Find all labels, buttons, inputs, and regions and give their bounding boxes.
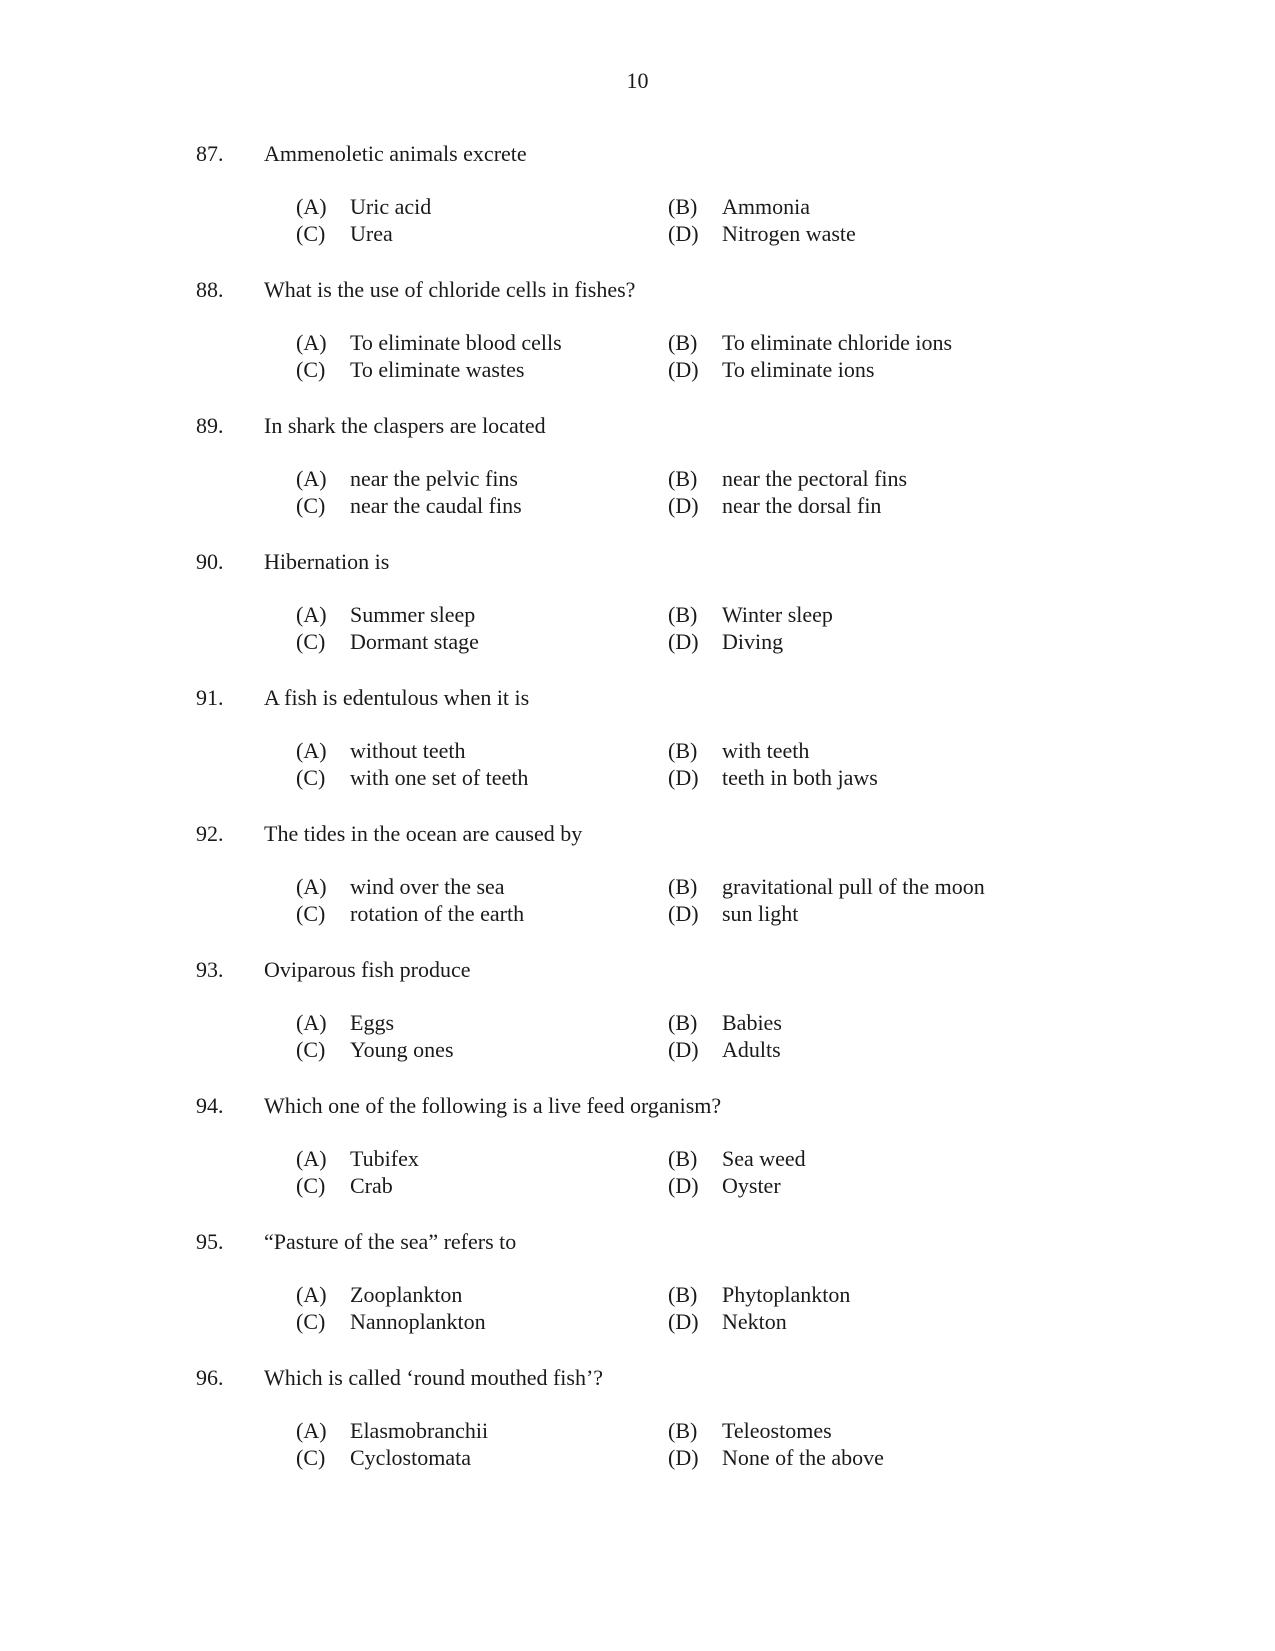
option-letter: (A) (296, 330, 327, 355)
option-letter: (D) (668, 221, 699, 246)
option-text: None of the above (722, 1445, 884, 1470)
option-text: near the pectoral fins (722, 466, 908, 491)
option-text: rotation of the earth (350, 901, 525, 926)
question-text: Which is called ‘round mouthed fish’? (264, 1365, 604, 1390)
option-text: with teeth (722, 738, 810, 763)
question-90 (0, 542, 1275, 678)
option-text: Elasmobranchii (350, 1418, 489, 1443)
option-letter: (C) (296, 221, 326, 246)
option-letter: (C) (296, 901, 326, 926)
option-letter: (A) (296, 738, 327, 763)
question-87 (0, 134, 1275, 270)
question-number: 89. (196, 413, 224, 438)
question-96 (0, 1358, 1275, 1494)
option-text: Sea weed (722, 1146, 806, 1171)
question-text: What is the use of chloride cells in fishes? (264, 277, 636, 302)
option-text: Nannoplankton (350, 1309, 486, 1334)
option-letter: (A) (296, 602, 327, 627)
question-88 (0, 270, 1275, 406)
option-letter: (A) (296, 194, 327, 219)
option-text: sun light (722, 901, 799, 926)
question-number: 96. (196, 1365, 224, 1390)
option-text: without teeth (350, 738, 466, 763)
option-text: To eliminate ions (722, 357, 875, 382)
option-text: near the dorsal fin (722, 493, 882, 518)
option-letter: (A) (296, 1010, 327, 1035)
option-letter: (C) (296, 1309, 326, 1334)
option-letter: (D) (668, 629, 699, 654)
question-text: Hibernation is (264, 549, 390, 574)
question-89 (0, 406, 1275, 542)
option-letter: (C) (296, 1173, 326, 1198)
option-text: gravitational pull of the moon (722, 874, 985, 899)
question-number: 90. (196, 549, 224, 574)
option-text: near the caudal fins (350, 493, 522, 518)
option-text: with one set of teeth (350, 765, 529, 790)
option-letter: (A) (296, 874, 327, 899)
question-91 (0, 678, 1275, 814)
question-94 (0, 1086, 1275, 1222)
option-text: Zooplankton (350, 1282, 463, 1307)
question-number: 95. (196, 1229, 224, 1254)
option-text: Adults (722, 1037, 781, 1062)
option-letter: (C) (296, 1037, 326, 1062)
option-text: Babies (722, 1010, 782, 1035)
option-letter: (B) (668, 330, 698, 355)
option-text: Oyster (722, 1173, 781, 1198)
option-letter: (D) (668, 1173, 699, 1198)
option-letter: (A) (296, 1418, 327, 1443)
option-text: wind over the sea (350, 874, 505, 899)
option-letter: (B) (668, 874, 698, 899)
option-letter: (D) (668, 493, 699, 518)
option-letter: (D) (668, 1037, 699, 1062)
question-number: 94. (196, 1093, 224, 1118)
option-letter: (D) (668, 1309, 699, 1334)
option-text: Young ones (350, 1037, 454, 1062)
option-letter: (D) (668, 357, 699, 382)
option-text: Phytoplankton (722, 1282, 851, 1307)
option-letter: (C) (296, 629, 326, 654)
option-letter: (B) (668, 1010, 698, 1035)
question-text: Which one of the following is a live feed organism? (264, 1093, 722, 1118)
option-text: To eliminate chloride ions (722, 330, 953, 355)
option-letter: (B) (668, 1282, 698, 1307)
option-letter: (C) (296, 1445, 326, 1470)
question-number: 91. (196, 685, 224, 710)
option-letter: (D) (668, 901, 699, 926)
option-letter: (B) (668, 194, 698, 219)
option-letter: (D) (668, 1445, 699, 1470)
option-letter: (C) (296, 357, 326, 382)
option-letter: (A) (296, 1146, 327, 1171)
question-list (0, 134, 1275, 1494)
question-93 (0, 950, 1275, 1086)
question-number: 93. (196, 957, 224, 982)
question-text: Ammenoletic animals excrete (264, 141, 527, 166)
option-text: Winter sleep (722, 602, 833, 627)
question-text: Oviparous fish produce (264, 957, 471, 982)
option-text: Uric acid (350, 194, 432, 219)
option-text: To eliminate blood cells (350, 330, 562, 355)
option-text: Nekton (722, 1309, 787, 1334)
option-text: Diving (722, 629, 784, 654)
option-text: To eliminate wastes (350, 357, 525, 382)
option-letter: (B) (668, 466, 698, 491)
question-text: A fish is edentulous when it is (264, 685, 530, 710)
option-text: Crab (350, 1173, 393, 1198)
option-letter: (B) (668, 602, 698, 627)
option-text: Ammonia (722, 194, 810, 219)
option-text: Dormant stage (350, 629, 479, 654)
option-letter: (D) (668, 765, 699, 790)
question-number: 87. (196, 141, 224, 166)
option-text: near the pelvic fins (350, 466, 518, 491)
option-letter: (B) (668, 1146, 698, 1171)
option-text: Eggs (350, 1010, 394, 1035)
option-text: Urea (350, 221, 393, 246)
option-text: teeth in both jaws (722, 765, 878, 790)
question-text: “Pasture of the sea” refers to (264, 1229, 517, 1254)
option-letter: (B) (668, 1418, 698, 1443)
question-text: In shark the claspers are located (264, 413, 546, 438)
question-number: 92. (196, 821, 224, 846)
option-letter: (B) (668, 738, 698, 763)
option-letter: (C) (296, 765, 326, 790)
option-text: Tubifex (350, 1146, 419, 1171)
option-letter: (A) (296, 466, 327, 491)
option-text: Nitrogen waste (722, 221, 856, 246)
option-letter: (C) (296, 493, 326, 518)
question-text: The tides in the ocean are caused by (264, 821, 583, 846)
option-letter: (A) (296, 1282, 327, 1307)
question-number: 88. (196, 277, 224, 302)
option-text: Cyclostomata (350, 1445, 471, 1470)
option-text: Summer sleep (350, 602, 476, 627)
question-95 (0, 1222, 1275, 1358)
question-92 (0, 814, 1275, 950)
page-number: 10 (626, 68, 649, 93)
option-text: Teleostomes (722, 1418, 832, 1443)
